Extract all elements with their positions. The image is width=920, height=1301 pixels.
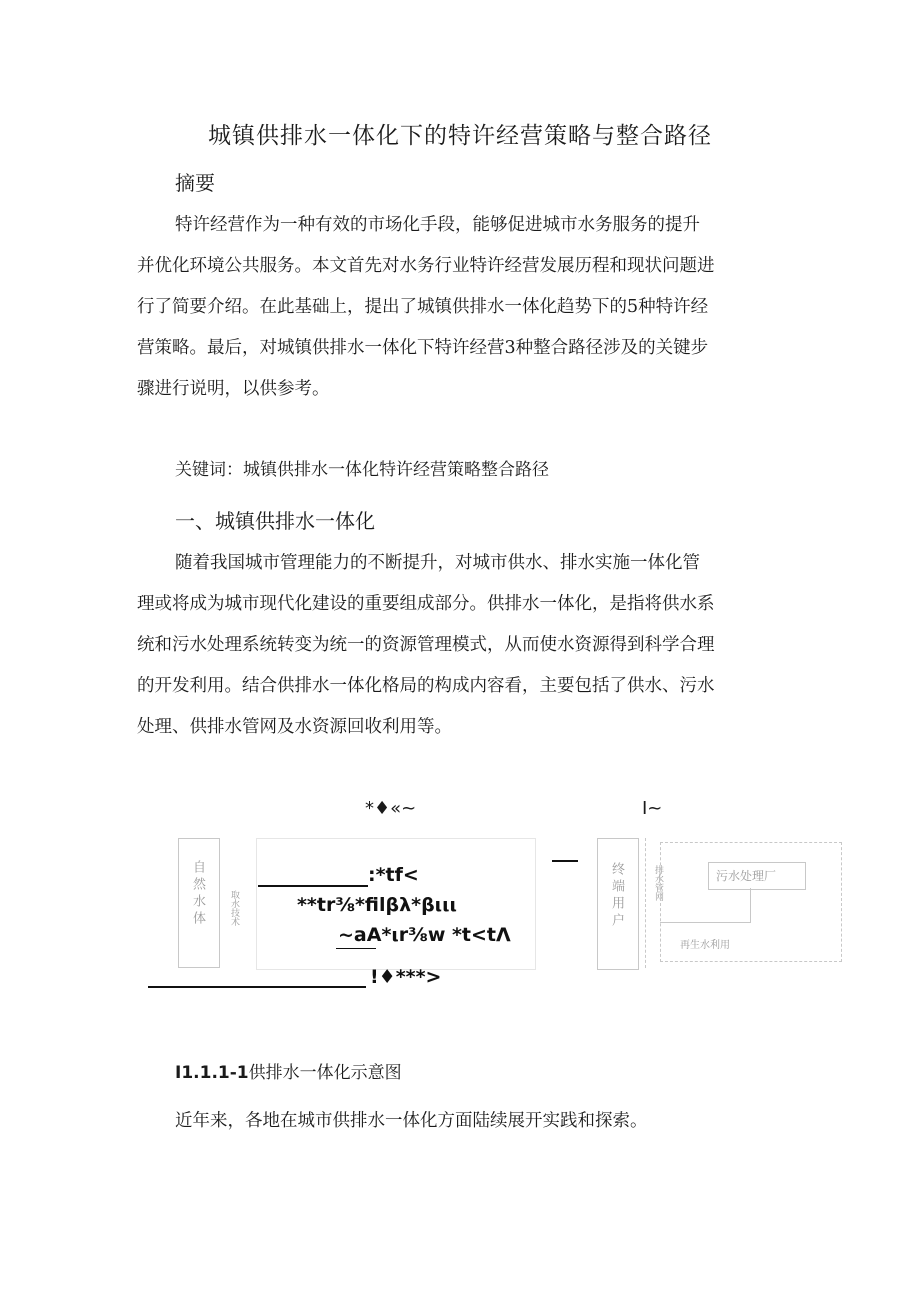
abstract-line: 特许经营作为一种有效的市场化手段，能够促进城市水务服务的提升 [175, 215, 700, 235]
abstract-heading: 摘要 [175, 171, 215, 195]
figure-caption-number: I1.1.1-1 [175, 1063, 249, 1083]
keywords: 关键词：城镇供排水一体化特许经营策略整合路径 [175, 460, 549, 480]
section-line: 处理、供排水管网及水资源回收利用等。 [137, 717, 452, 737]
end-user-label: 终端用户 [609, 862, 624, 930]
figure-caption-text: 供排水一体化示意图 [248, 1063, 402, 1083]
diagram-connector [552, 860, 578, 862]
sewage-plant-label: 污水处理厂 [716, 869, 777, 883]
abstract-paragraph [137, 205, 775, 410]
diagram-garbled-text: :*tf< [368, 864, 419, 886]
diagram-rule [336, 948, 376, 949]
pipe-network-label: 排水管网 [653, 865, 663, 901]
diagram-garbled-text: !♦***> [370, 966, 442, 988]
section-line: 理或将成为城市现代化建设的重要组成部分。供排水一体化，是指将供水系 [137, 594, 715, 614]
connector-line [750, 888, 751, 922]
diagram-top-label-right: I~ [642, 798, 663, 819]
diagram-garbled-text: **tr⅜*filβλ*βιιι [297, 894, 457, 916]
intake-label: 取水技术 [229, 890, 239, 926]
reuse-label: 再生水利用 [680, 940, 730, 951]
section-paragraph [137, 543, 775, 748]
abstract-line: 骤进行说明，以供参考。 [137, 379, 330, 399]
abstract-line: 行了简要介绍。在此基础上，提出了城镇供排水一体化趋势下的5种特许经 [137, 297, 709, 317]
diagram-garbled-text: ~aA*ιr⅜w *t<tΛ [338, 924, 511, 946]
diagram-rule [258, 885, 368, 887]
section-line: 统和污水处理系统转变为统一的资源管理模式，从而使水资源得到科学合理 [137, 635, 715, 655]
connector-line [660, 922, 751, 923]
section-line: 随着我国城市管理能力的不断提升，对城市供水、排水实施一体化管 [175, 553, 700, 573]
section-line: 的开发利用。结合供排水一体化格局的构成内容看，主要包括了供水、污水 [137, 676, 715, 696]
pipe-divider [645, 838, 647, 968]
diagram-top-label-left: *♦«~ [365, 798, 417, 819]
section-heading: 一、城镇供排水一体化 [175, 509, 375, 533]
document-title: 城镇供排水一体化下的特许经营策略与整合路径 [208, 123, 712, 149]
figure-caption [175, 1058, 402, 1083]
abstract-line: 营策略。最后，对城镇供排水一体化下特许经营3种整合路径涉及的关键步 [137, 338, 709, 358]
closing-paragraph: 近年来，各地在城市供排水一体化方面陆续展开实践和探索。 [175, 1111, 648, 1131]
abstract-line: 并优化环境公共服务。本文首先对水务行业特许经营发展历程和现状问题进 [137, 256, 715, 276]
integration-diagram [0, 790, 920, 1010]
diagram-rule [148, 986, 366, 988]
natural-water-label: 自然水体 [190, 860, 205, 928]
